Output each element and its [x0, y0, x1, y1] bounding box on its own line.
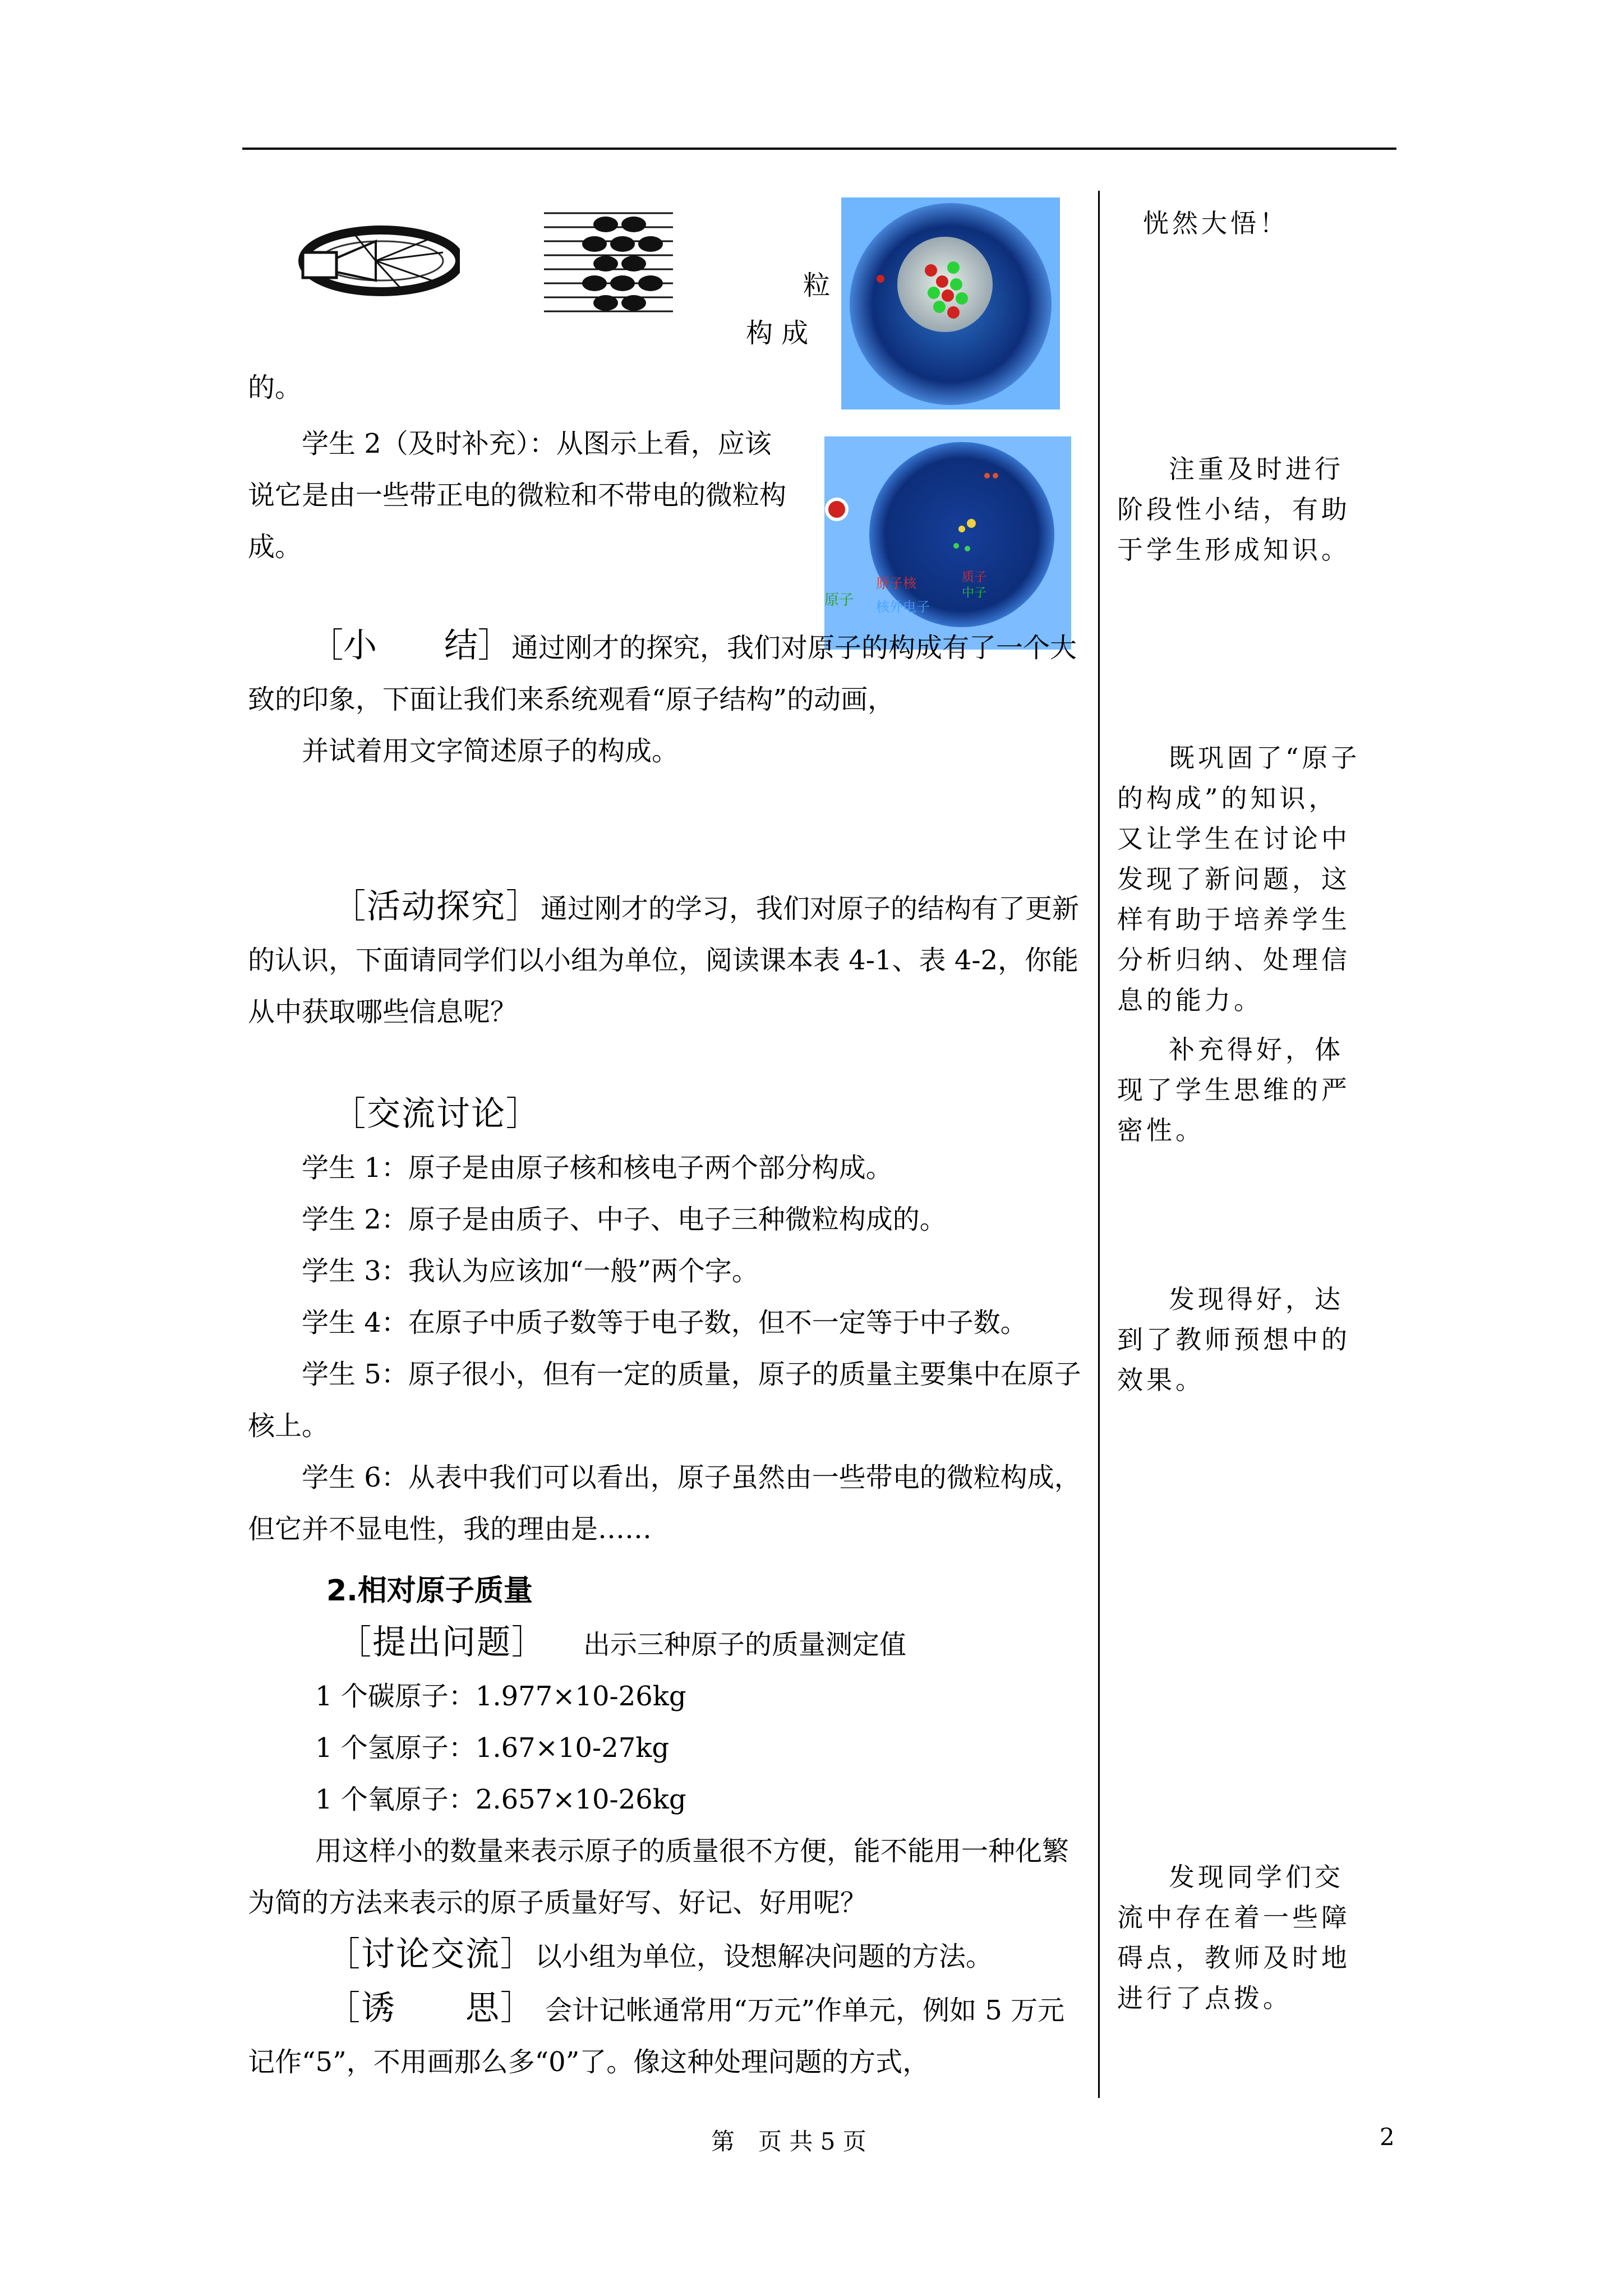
note-guidance: 发现同学们交流中存在着一些障碍点，教师及时地进行了点拨。 — [1117, 1862, 1350, 2013]
column-divider — [1098, 191, 1100, 2098]
fragment-de: 的。 — [248, 372, 302, 403]
note-discovery: 发现得好，达到了教师预想中的效果。 — [1117, 1284, 1350, 1395]
gold-foil-nuclei-figure — [544, 202, 690, 325]
discussion-section — [248, 1088, 1083, 1555]
discussion-tag: ［交流讨论］ — [332, 1094, 541, 1134]
student-2: 学生 2：原子是由质子、中子、电子三种微粒构成的。 — [302, 1204, 947, 1235]
activity-text: 通过刚才的学习，我们对原子的结构有了更新的认识，下面请同学们以小组为单位，阅读课本表 4-1、表 4-2，你能从中获取哪些信息呢？ — [248, 893, 1080, 1028]
summary-section — [248, 620, 1083, 777]
label-extra: 核外电子 — [876, 599, 930, 615]
label-proton: 质子 — [962, 570, 987, 585]
oxygen-mass: 1 个氧原子：2.657×10-26kg — [315, 1784, 686, 1815]
alpha-scattering-apparatus-figure — [292, 219, 460, 303]
note-consolidate: 既巩固了“原子的构成”的知识，又让学生在讨论中发现了新问题，这样有助于培养学生分析归纳、处理信息的能力。 — [1117, 743, 1361, 1015]
question-tag: ［提出问题］ — [338, 1623, 529, 1662]
summary-tag: ［小 结］ — [310, 626, 511, 665]
induce-tag: ［诱 思］ — [326, 1989, 518, 2028]
section2 — [248, 1565, 1083, 2088]
question-text: 出示三种原子的质量测定值 — [583, 1629, 907, 1660]
activity-section — [248, 881, 1083, 1038]
summary-text1: 通过刚才的探究，我们对原子的构成有了一个大致的印象，下面让我们来系统观看“原子结构”的动画， — [248, 632, 1077, 715]
note-enlightened: 恍然大悟！ — [1143, 208, 1289, 238]
summary-text2: 并试着用文字简述原子的构成。 — [302, 735, 679, 767]
question-paragraph: 用这样小的数量来表示原子的质量很不方便，能不能用一种化繁为简的方法来表示的原子质量好写、好记、好用呢？ — [248, 1835, 1069, 1918]
footer-page-number: 2 — [1380, 2123, 1395, 2151]
carbon-mass: 1 个碳原子：1.977×10-26kg — [315, 1681, 686, 1712]
student-4: 学生 4：在原子中质子数等于电子数，但不一定等于中子数。 — [302, 1307, 1027, 1338]
section2-heading: 2.相对原子质量 — [326, 1574, 533, 1608]
student-3: 学生 3：我认为应该加“一般”两个字。 — [302, 1255, 759, 1287]
note-summary: 注重及时进行阶段性小结，有助于学生形成知识。 — [1117, 454, 1350, 565]
student-6: 学生 6：从表中我们可以看出，原子虽然由一些带电的微粒构成，但它并不显电性，我的理由是…… — [248, 1462, 1081, 1545]
hydrogen-mass: 1 个氢原子：1.67×10-27kg — [315, 1732, 670, 1764]
partial-glyph: 粒 — [803, 270, 831, 301]
fragment-cheng: 构 成 — [746, 318, 809, 349]
student-5: 学生 5：原子很小，但有一定的质量，原子的质量主要集中在原子核上。 — [248, 1359, 1081, 1442]
discuss-tag: ［讨论交流］ — [326, 1935, 535, 1974]
footer-page-count: 第 页 共 5 页 — [711, 2128, 866, 2155]
student-1: 学生 1：原子是由原子核和核电子两个部分构成。 — [302, 1152, 893, 1184]
induce-text: 会计记帐通常用“万元”作单元，例如 5 万元记作“5”，不用画那么多“0”了。像这种处理问题的方式， — [248, 1995, 1065, 2078]
note-rigor: 补充得好，体现了学生思维的严密性。 — [1117, 1034, 1350, 1145]
label-atom: 原子 — [824, 592, 854, 609]
discuss-text: 以小组为单位，设想解决问题的方法。 — [535, 1941, 993, 1972]
label-neutron: 中子 — [962, 586, 987, 600]
atom-model-figure-2 — [824, 436, 1071, 650]
activity-tag: ［活动探究］ — [332, 887, 541, 926]
header-rule — [242, 148, 1396, 150]
student2-supplement: 学生 2（及时补充）：从图示上看，应该说它是由一些带正电的微粒和不带电的微粒构成。 — [248, 428, 787, 563]
label-nucleus: 原子核 — [876, 576, 916, 591]
